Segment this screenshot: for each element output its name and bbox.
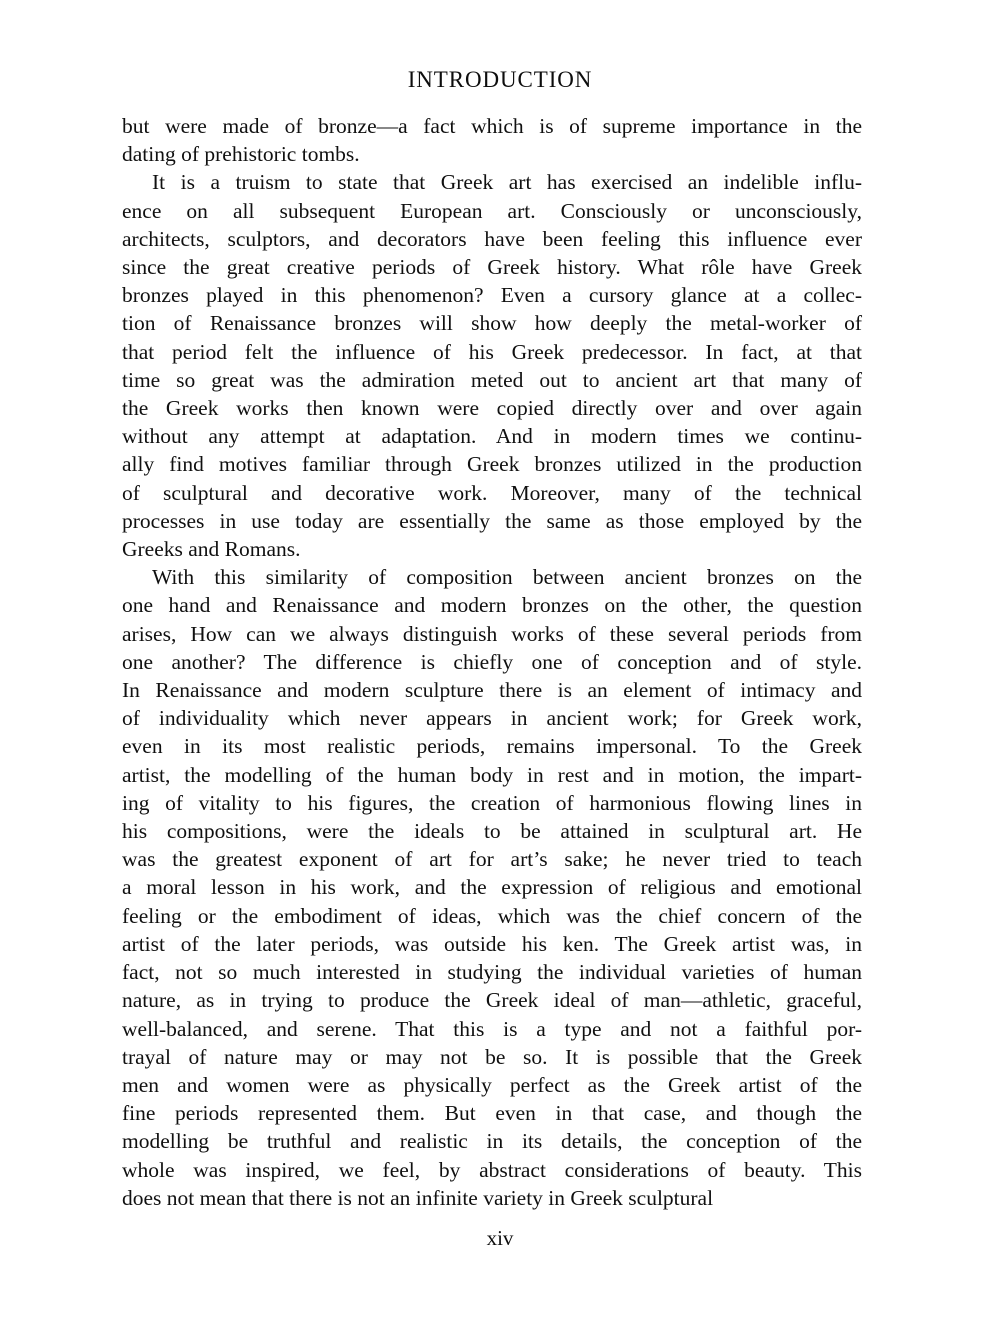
text-line: processes in use today are essentially the same as those employed by the <box>122 508 862 533</box>
text-line: even in its most realistic periods, remains impersonal. To the Greek <box>122 734 862 759</box>
text-line: whole was inspired, we feel, by abstract considerations of beauty. This <box>122 1157 862 1182</box>
text-line: bronzes played in this phenomenon? Even a cursory glance at a collec- <box>122 283 862 308</box>
text-line: a moral lesson in his work, and the expression of religious and emotional <box>122 875 862 900</box>
text-line: With this similarity of composition between ancient bronzes on the <box>152 565 862 590</box>
text-line: It is a truism to state that Greek art has exercised an indelible influ- <box>152 170 862 195</box>
text-line: nature, as in trying to produce the Greek ideal of man—athletic, graceful, <box>122 988 862 1013</box>
text-line: was the greatest exponent of art for art’s sake; he never tried to teach <box>122 847 862 872</box>
text-line: the Greek works then known were copied directly over and over again <box>122 396 862 421</box>
text-line: time so great was the admiration meted out to ancient art that many of <box>122 367 862 392</box>
text-line: since the great creative periods of Greek history. What rôle have Greek <box>122 255 862 280</box>
text-line: without any attempt at adaptation. And in modern times we continu- <box>122 424 862 449</box>
text-line: of individuality which never appears in ancient work; for Greek work, <box>122 706 862 731</box>
text-line: dating of prehistoric tombs. <box>122 142 360 167</box>
text-line: fact, not so much interested in studying the individual varieties of human <box>122 960 862 985</box>
text-line: but were made of bronze—a fact which is of supreme importance in the <box>122 114 862 138</box>
text-line: that period felt the influence of his Greek predecessor. In fact, at that <box>122 339 862 364</box>
body-text <box>122 112 862 1212</box>
text-line: his compositions, were the ideals to be attained in sculptural art. He <box>122 819 862 844</box>
text-line: men and women were as physically perfect as the Greek artist of the <box>122 1072 862 1097</box>
text-line: modelling be truthful and realistic in its details, the conception of the <box>122 1129 862 1154</box>
text-line: tion of Renaissance bronzes will show how deeply the metal-worker of <box>122 311 862 336</box>
text-line: one another? The difference is chiefly one of conception and of style. <box>122 649 862 674</box>
paragraph <box>122 168 862 563</box>
text-line: well-balanced, and serene. That this is a type and not a faithful por- <box>122 1016 862 1041</box>
text-line: arises, How can we always distinguish works of these several periods from <box>122 621 862 646</box>
text-line: fine periods represented them. But even in that case, and though the <box>122 1101 862 1126</box>
text-line: architects, sculptors, and decorators have been feeling this influence ever <box>122 226 862 251</box>
paragraph <box>122 563 862 1212</box>
text-line: of sculptural and decorative work. Moreover, many of the technical <box>122 480 862 505</box>
text-line: trayal of nature may or may not be so. It is possible that the Greek <box>122 1044 862 1069</box>
text-line: ing of vitality to his figures, the creation of harmonious flowing lines in <box>122 790 862 815</box>
paragraph <box>122 112 862 168</box>
text-line: In Renaissance and modern sculpture there is an element of intimacy and <box>122 678 862 703</box>
page-number: xiv <box>486 1226 514 1250</box>
text-line: does not mean that there is not an infinite variety in Greek sculptural <box>122 1185 714 1210</box>
text-line: artist, the modelling of the human body in rest and in motion, the impart- <box>122 762 862 787</box>
text-line: Greeks and Romans. <box>122 537 301 562</box>
text-line: feeling or the embodiment of ideas, which was the chief concern of the <box>122 903 862 928</box>
text-line: ally find motives familiar through Greek bronzes utilized in the production <box>122 452 862 477</box>
running-head: INTRODUCTION <box>407 67 593 92</box>
text-line: ence on all subsequent European art. Consciously or unconsciously, <box>122 198 862 223</box>
text-line: one hand and Renaissance and modern bronzes on the other, the question <box>122 593 862 618</box>
text-line: artist of the later periods, was outside his ken. The Greek artist was, in <box>122 931 862 956</box>
